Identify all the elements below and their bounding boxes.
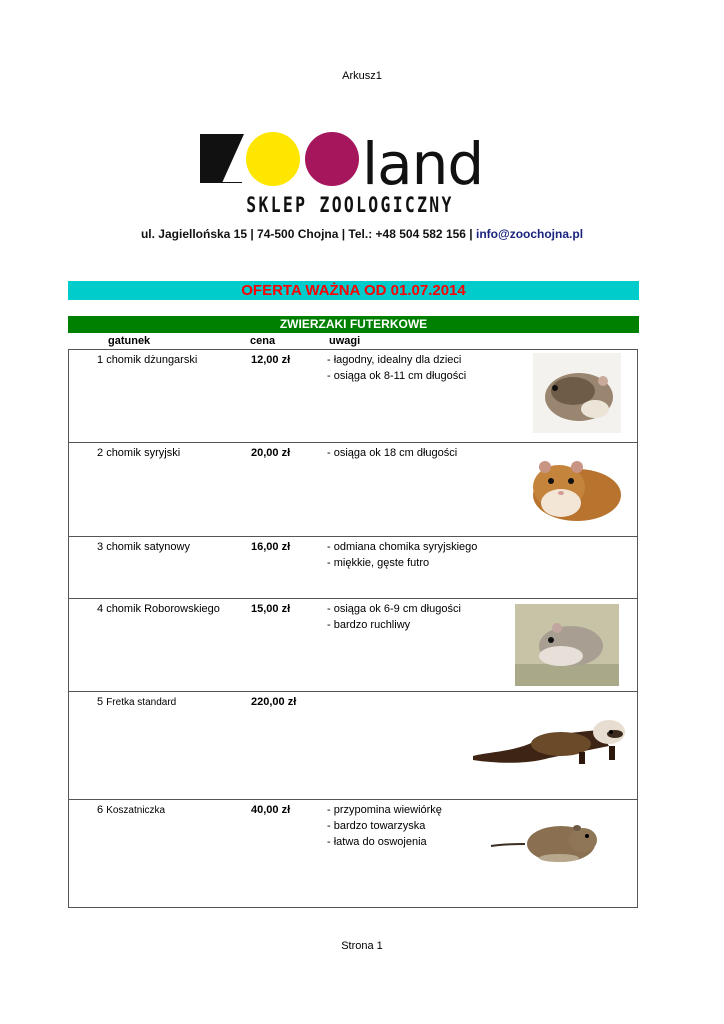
contact-email[interactable]: info@zoochojna.pl [476, 227, 584, 241]
ferret-image [469, 706, 633, 772]
logo-land-text: land [362, 130, 484, 198]
row-price: 12,00 zł [251, 354, 291, 366]
contact-address: ul. Jagiellońska 15 | 74-500 Chojna | Tel.: +48 504 582 156 | [140, 227, 476, 241]
row-notes: - przypomina wiewiórkę - bardzo towarzyska - łatwa do oswojenia [327, 804, 442, 848]
hamster-syrian-image [519, 451, 625, 527]
section-banner: ZWIERZAKI FUTERKOWE [68, 316, 639, 333]
offer-banner: OFERTA WAŻNA OD 01.07.2014 [68, 281, 639, 300]
logo-tagline: SKLEP ZOOLOGICZNY [246, 193, 454, 217]
contact-line [0, 227, 724, 241]
row-price: 20,00 zł [251, 447, 291, 459]
row-species: 4 chomik Roborowskiego [97, 603, 220, 615]
row-price: 16,00 zł [251, 541, 291, 553]
logo-z-icon [200, 134, 244, 183]
row-notes: - odmiana chomika syryjskiego - miękkie, gęste futro [327, 541, 478, 569]
table-row [69, 350, 637, 443]
row-species: 1 chomik dżungarski [97, 354, 198, 366]
page-footer: Strona 1 [341, 940, 383, 952]
row-price: 40,00 zł [251, 804, 291, 816]
row-species: 5 Fretka standard [97, 696, 177, 708]
row-price: 15,00 zł [251, 603, 291, 615]
degu-image [489, 814, 605, 868]
animal-table [68, 349, 638, 908]
row-notes: - łagodny, idealny dla dzieci - osiąga ok 8-11 cm długości [327, 354, 467, 382]
row-price: 220,00 zł [251, 696, 297, 708]
row-species: 6 Koszatniczka [97, 804, 166, 816]
hamster-dzungarian-image [533, 353, 621, 433]
logo-purple-circle [305, 132, 359, 186]
row-species: 2 chomik syryjski [97, 447, 181, 459]
table-row [69, 800, 637, 907]
table-row [69, 443, 637, 537]
row-notes: - osiąga ok 6-9 cm długości - bardzo ruchliwy [327, 603, 461, 631]
column-header-species: gatunek [108, 335, 151, 347]
table-row [69, 537, 637, 599]
row-notes: - osiąga ok 18 cm długości [327, 447, 458, 459]
logo-yellow-circle [246, 132, 300, 186]
column-header-notes: uwagi [329, 335, 361, 347]
sheet-name: Arkusz1 [342, 70, 382, 82]
table-row [69, 599, 637, 692]
column-header-price: cena [250, 335, 276, 347]
hamster-roborovski-image [515, 604, 619, 686]
table-row [69, 692, 637, 800]
row-species: 3 chomik satynowy [97, 541, 190, 553]
